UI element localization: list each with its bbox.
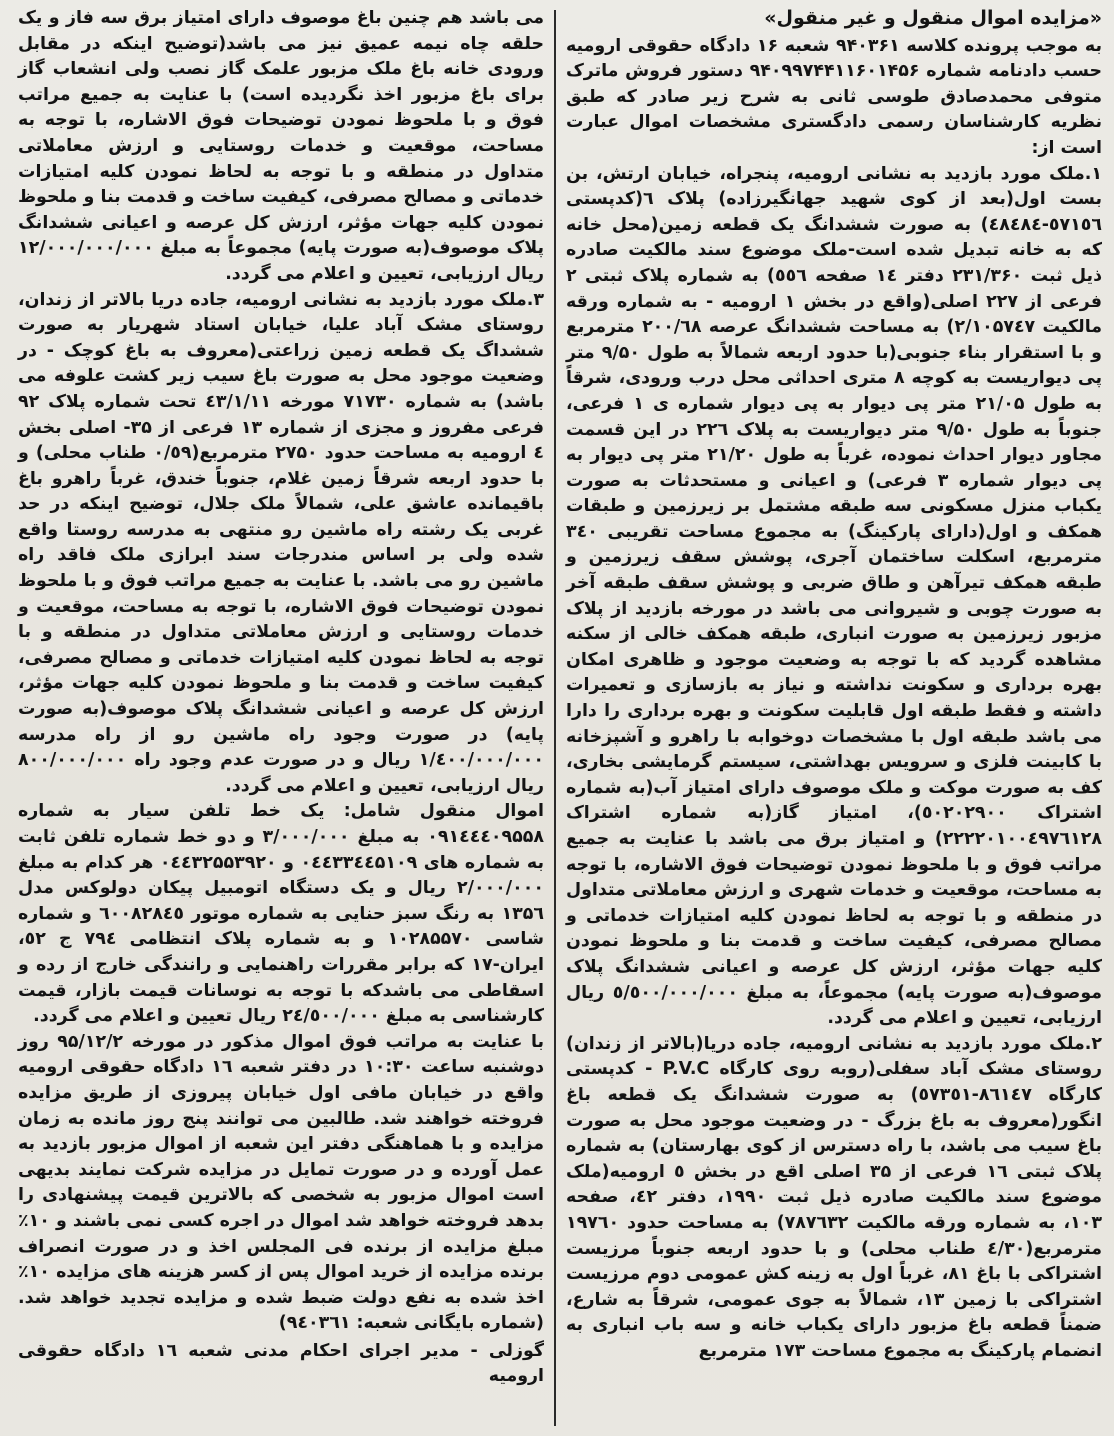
auction-terms-paragraph: با عنایت به مراتب فوق اموال مذکور در مورخه ۹۵/۱۲/۲ روز دوشنبه ساعت ۱۰:۳۰ در دفتر شعبه ۱٦ دادگاه حقوقی ارومیه واقع در خیابان مافی اول خیابان پیروزی از طریق مزایده فروخته خواهند شد. طالبین می توانند پنج روز مانده به زمان مزایده و با هماهنگی دفتر این شعبه از اموال مزبور بازدید به عمل آورده و در صورت تمایل در مزایده شرکت نمایند بدیهی است اموال مزبور به شخصی که بالاترین قیمت پیشنهادی را بدهد فروخته خواهد شد اموال در اجره کسی نمی باشند و ۱۰٪ مبلغ مزایده از برنده فی المجلس اخذ و در صورت انصراف برنده مزایده از خرید اموال پس از کسر هزینه های مزایده ۱۰٪ اخذ شده به نفع دولت ضبط شده و مزایده تجدید خواهد شد.(شماره بایگانی شعبه: ۹٤۰۳٦۱) (18, 1031, 544, 1334)
property-3-paragraph: ۳.ملک مورد بازدید به نشانی ارومیه، جاده دریا بالاتر از زندان، روستای مشک آباد علیا، خیابان استاد شهریار به صورت ششداگ یک قطعه زمین زراعتی(معروف به باغ کوچک - در وضعیت موجود محل به صورت باغ سیب زیر کشت علوفه می باشد) به شماره ۷۱۷۳۰ مورخه ٤۳/۱/۱۱ تحت شماره پلاک ۹۲ فرعی مفروز و مجزی از شماره ۱۳ فرعی از ۳۵- اصلی بخش ٤ ارومیه به مساحت حدود ۲۷۵۰ مترمربع(۰/٥۹ طناب محلی) و با حدود اربعه شرقاً زمین غلام، جنوباً خندق، غرباً راهرو باغ باقیمانده عاشق علی، شمالاً ملک جلال، توضیح اینکه در حد غربی یک رشته راه ماشین رو منتهی به مدرسه روستا واقع شده ولی بر اساس مندرجات سند ابرازی ملک فاقد راه ماشین رو می باشد. با عنایت به جمیع مراتب فوق و با ملحوظ نمودن توضیحات فوق الاشاره، با توجه به مساحت، موقعیت و خدمات روستایی و ارزش معاملاتی متداول در منطقه و با توجه به لحاظ نمودن کلیه امتیازات خدماتی و مصالح مصرفی، کیفیت ساخت و قدمت بنا و ملحوظ نمودن کلیه جهات مؤثر، ارزش کل عرصه و اعیانی ششدانگ پلاک موصوف(به صورت پایه) در صورت وجود راه ماشین رو از راه مدرسه ۱/٤۰۰/۰۰۰/۰۰۰ ریال و در صورت عدم وجود راه ۸۰۰/۰۰۰/۰۰۰ ریال ارزیابی، تعیین و اعلام می گردد. (18, 289, 545, 796)
property-2-paragraph: ۲.ملک مورد بازدید به نشانی ارومیه، جاده دریا(بالاتر از زندان) روستای مشک آباد سفلی(روبه روی کارگاه P.V.C - کدپستی کارگاه ۸٦۱٤٧-٥٧٣٥۱) به صورت ششدانگ یک قطعه باغ انگور(معروف به باغ بزرگ - در وضعیت موجود محل به صورت باغ سیب می باشد، با راه دسترس از کوی بهارستان) به شماره پلاک ثبتی ۱٦ فرعی از ۳۵ اصلی اقع در بخش ٥ ارومیه(ملک موضوع سند مالکیت صادره ذیل ثبت ۱۹۹۰، دفتر ٤۲، صفحه ۱۰۳، به شماره ورقه مالکیت ۷۸۷٦۳۲) به مساحت حدود ۱۹۷٦۰ مترمربع(٤/۳۰ طناب محلی) و با حدود اربعه جنوباً مرزیست اشتراکی با باغ ۸۱، غرباً اول به زینه کش عمومی دوم مرزیست اشتراکی با زمین ۱۳، شمالاً به جوی عمومی، شرقاً به شارع، ضمناً قطعه باغ مزبور دارای یکباب خانه و سه باب انباری به انضمام پارکینگ به مجموع مساحت ۱۷۳ مترمربع (566, 1033, 1103, 1361)
right-column (556, 6, 1106, 1430)
left-column (14, 6, 554, 1430)
signature-line: گوزلی - مدیر اجرای احکام مدنی شعبه ۱٦ دادگاه حقوقی ارومیه (18, 1340, 544, 1387)
movable-assets-paragraph: اموال منقول شامل: یک خط تلفن سیار به شماره ۰۹۱٤٤٤۰۹۵۵۸ به مبلغ ۳/۰۰۰/۰۰۰ و دو خط شماره تلفن ثابت به شماره های ۰٤٤۳۳٤٤۵۱۰۹ و ۰٤٤۳۲۵۵۳۹۲۰ هر کدام به مبلغ ۲/۰۰۰/۰۰۰ ریال و یک دستگاه اتومبیل پیکان دولوکس مدل ۱۳۵٦ به رنگ سبز حنایی به شماره موتور ٦۰۰۸۲۸٤٥ و شماره شاسی ۱۰۲۸۵۵۷۰ و به شماره پلاک انتظامی ۷۹٤ ج ٥۲، ایران-۱۷ که برابر مقررات راهنمایی و رانندگی خارج از رده و اسقاطی می باشدکه با توجه به نوسانات قیمت بازار، قیمت کارشناسی به مبلغ ۲٤/٥۰۰/۰۰۰ ریال تعیین و اعلام می گردد. (18, 801, 545, 1027)
notice-title: «مزایده اموال منقول و غیر منقول» (764, 7, 1102, 29)
property-2-continued-paragraph: می باشد هم چنین باغ موصوف دارای امتیاز برق سه فاز و یک حلقه چاه نیمه عمیق نیز می باشد(توضیح اینکه در مقابل ورودی خانه باغ ملک مزبور علمک گاز نصب ولی انشعاب گاز برای باغ مزبور اخذ نگردیده است) با عنایت به جمیع مراتب فوق و با ملحوظ نمودن توضیحات فوق الاشاره، با توجه به مساحت، موقعیت و خدمات روستایی و ارزش معاملاتی متداول در منطقه و با توجه به لحاظ نمودن کلیه امتیازات خدماتی و مصالح مصرفی، کیفیت ساخت و قدمت بنا و ملحوظ نمودن کلیه جهات مؤثر، ارزش کل عرصه و اعیانی ششدانگ پلاک موصوف(به صورت پایه) مجموعاً به مبلغ ۱۲/۰۰۰/۰۰۰/۰۰۰ ریال ارزیابی، تعیین و اعلام می گردد. (18, 8, 544, 284)
property-1-paragraph: ۱.ملک مورد بازدید به نشانی ارومیه، پنجراه، خیابان ارتش، بن بست اول(بعد از کوی شهید جهانگیرزاده) پلاک ٦(کدپستی ٥٧١٥٦-٤٨٤٨٤) به صورت ششدانگ یک قطعه زمین(محل خانه که به خانه تبدیل شده است-ملک موضوع سند مالکیت صادره ذیل ثبت ۲۳۱/۳۶۰ دفتر ١٤ صفحه ٥٥٦) به شماره پلاک ثبتی ۲ فرعی از ۲۲۷ اصلی(واقع در بخش ۱ ارومیه - به شماره ورقه مالکیت ۲/۱۰۵۷٤۷) به مساحت ششدانگ عرصه ۲۰۰/٦٨ مترمربع و با استقرار بناء جنوبی(با حدود اربعه شمالاً به طول ۹/۵۰ متر پی دیواریست به کوچه ۸ متری احداثی محل درب ورودی، شرقاً به طول ۲۱/۰۵ متر پی دیوار به پی دیوار شماره ی ۱ فرعی، جنوباً به طول ۹/۵۰ متر دیواریست به پلاک ۲۲٦ در این قسمت مجاور دیوار احداث نموده، غرباً به طول ۲۱/۲۰ متر پی دیوار به پی دیوار شماره ۳ فرعی) و اعیانی و مستحدثات به صورت یکباب منزل مسکونی سه طبقه مشتمل بر زیرزمین و طبقات همکف و اول(دارای پارکینگ) به مجموع مساحت تقریبی ۳٤۰ مترمربع، اسکلت ساختمان آجری، پوشش سقف زیرزمین و طبقه همکف تیرآهن و طاق ضربی و پوشش سقف طبقه آخر به صورت چوبی و شیروانی می باشد در مورخه بازدید از پلاک مزبور زیرزمین به صورت انباری، طبقه همکف خالی از سکنه مشاهده گردید که با توجه به وضعیت موجود و ظاهری امکان بهره برداری و سکونت نداشته و نیاز به بازسازی و تعمیرات داشته و فقط طبقه اول قابلیت سکونت و بهره برداری را دارا می باشد طبقه اول با مشخصات دوخوابه با راهرو و آشپزخانه با کابینت فلزی و سرویس بهداشتی، سیستم گرمایشی بخاری، کف به صورت موکت و ملک موصوف دارای امتیاز آب(به شماره اشتراک ٥٠٢٠٢٩٠٠)، امتیاز گاز(به شماره اشتراک ۲۲۲۲۰۱۰۰٤۹۷٦۱۲۸) و امتیاز برق می باشد با عنایت به جمیع مراتب فوق و با ملحوظ نمودن توضیحات فوق الاشاره، با توجه به مساحت، موقعیت و خدمات شهری و ارزش معاملاتی متداول در منطقه و با توجه به لحاظ نمودن کلیه امتیازات خدماتی و مصالح مصرفی، کیفیت ساخت و قدمت بنا و ملحوظ نمودن کلیه جهات مؤثر، ارزش کل عرصه و اعیانی ششدانگ پلاک موصوف(به صورت پایه) مجموعاً، به مبلغ ٥/٥٠٠/٠٠٠/٠٠٠ ریال ارزیابی، تعیین و اعلام می گردد. (566, 163, 1103, 1029)
notice-columns (8, 6, 1106, 1430)
intro-paragraph: به موجب پرونده کلاسه ۹۴۰۳۶۱ شعبه ۱۶ دادگاه حقوقی ارومیه حسب دادنامه شماره ۹۴۰۹۹۷۴۴۱۱۶۰۱۴۵۶ دستور فروش ماترک متوفی محمدصادق طوسی ثانی به شرح زیر صادر که طبق نظریه کارشناسان رسمی دادگستری مشخصات اموال عبارت است از: (566, 35, 1103, 158)
